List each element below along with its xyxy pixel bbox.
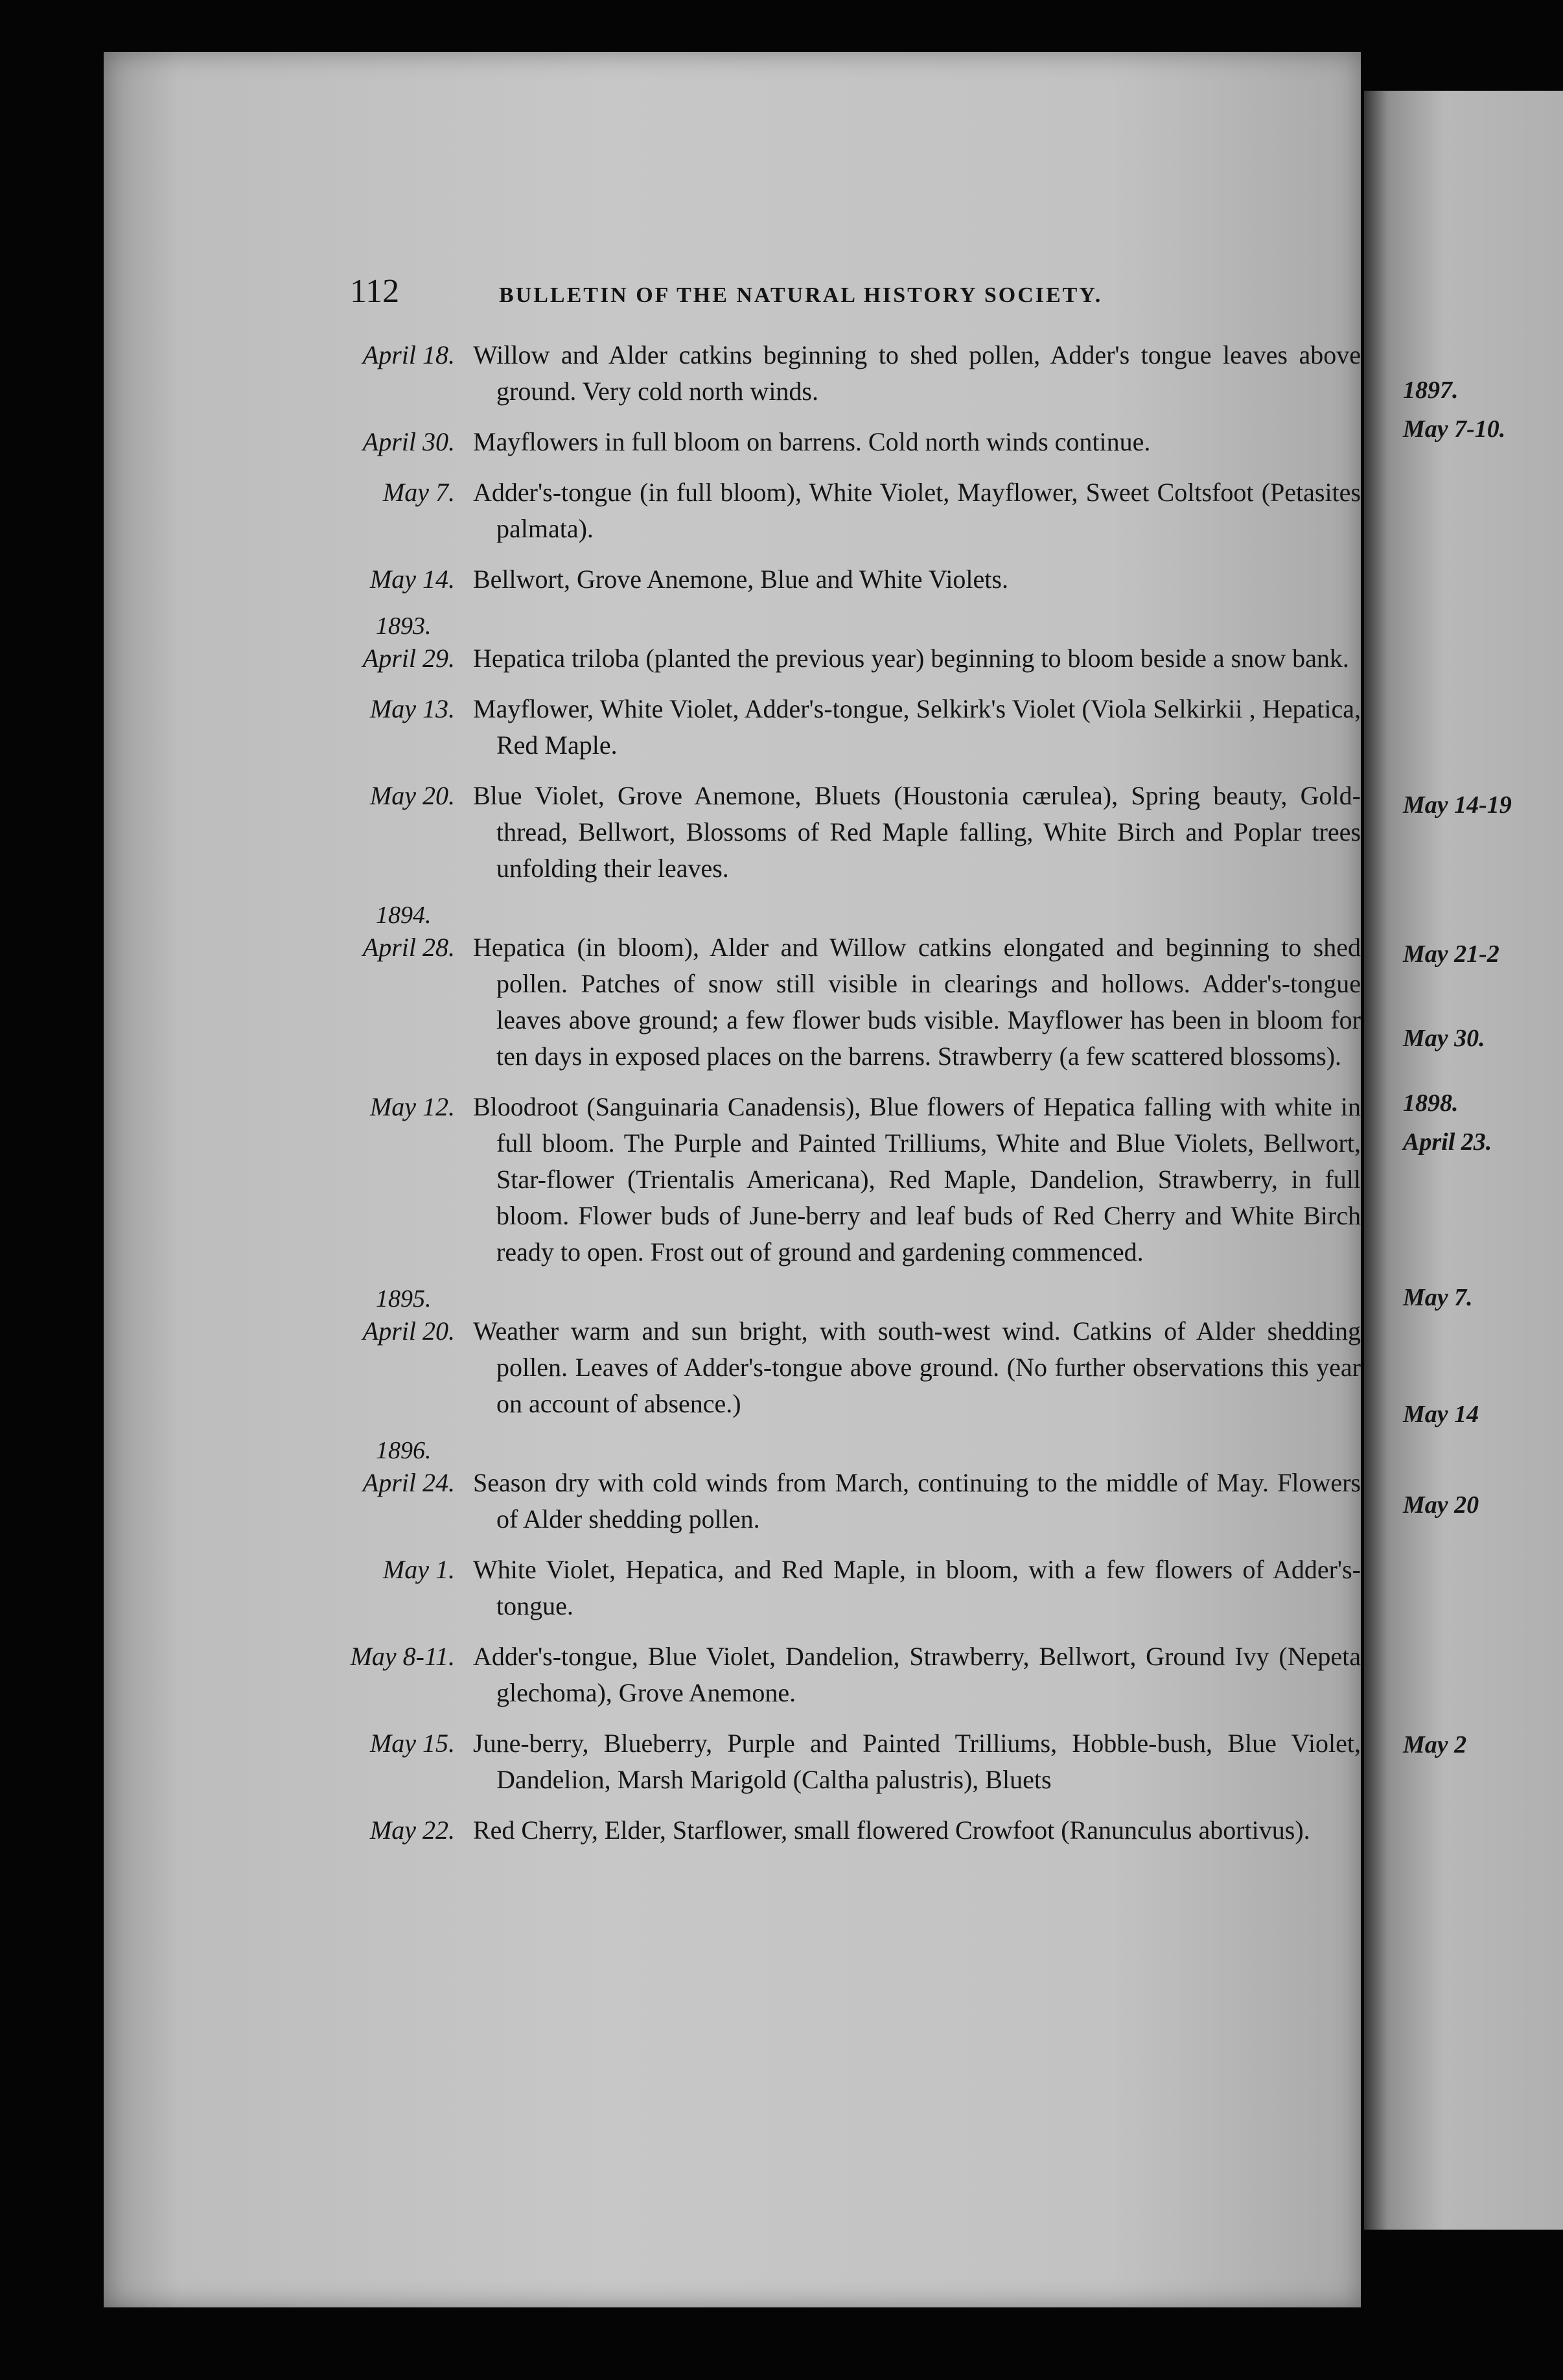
record-date: April 28. xyxy=(362,933,455,962)
record-entry xyxy=(324,1725,1361,1798)
record-entry xyxy=(324,1639,1361,1711)
record-text: Adder's-tongue, Blue Violet, Dandelion, Strawberry, Bellwort, Ground Ivy (Nepeta glechoma), Grove Anemone. xyxy=(473,1642,1361,1707)
adjacent-page-edge xyxy=(1364,91,1563,2230)
record-text: Blue Violet, Grove Anemone, Bluets (Houstonia cærulea), Spring beauty, Gold-thread, Bellwort, Blossoms of Red Maple falling, White Birch and Poplar trees unfolding their leaves. xyxy=(473,781,1361,883)
year-heading: 1894. xyxy=(376,902,432,929)
record-text: Weather warm and sun bright, with south-west wind. Catkins of Alder shedding pollen. Leaves of Adder's-tongue above ground. (No further observations this year on account of absence.) xyxy=(473,1316,1361,1418)
page-number: 112 xyxy=(350,273,400,310)
record-entry xyxy=(324,424,1361,460)
record-entry xyxy=(324,1313,1361,1422)
page-content xyxy=(324,272,1361,1863)
record-date: May 8-11. xyxy=(350,1642,455,1671)
adjacent-margin-note: May 2 xyxy=(1403,1731,1467,1758)
record-date: April 29. xyxy=(362,644,455,673)
record-date: April 24. xyxy=(362,1468,455,1497)
record-date: April 20. xyxy=(362,1316,455,1346)
record-entry xyxy=(324,778,1361,887)
record-text: Hepatica (in bloom), Alder and Willow catkins elongated and beginning to shed pollen. Patches of snow still visible in clearings and hollows. Adder's-tongue leaves above ground; a few flower buds visible. Mayflower has been in bloom for ten days in exposed places on the barrens. Strawberry (a few scattered blossoms). xyxy=(473,933,1361,1071)
record-date: April 30. xyxy=(362,427,455,456)
adjacent-margin-note: 1897. xyxy=(1403,377,1459,404)
record-entry xyxy=(324,1089,1361,1270)
record-text: Mayflowers in full bloom on barrens. Cold north winds continue. xyxy=(473,427,1151,456)
record-text: Season dry with cold winds from March, continuing to the middle of May. Flowers of Alder shedding pollen. xyxy=(473,1468,1361,1534)
record-entry xyxy=(324,561,1361,598)
year-heading: 1893. xyxy=(376,612,432,640)
adjacent-margin-note: May 7. xyxy=(1403,1284,1473,1311)
record-date: May 12. xyxy=(369,1092,455,1121)
record-date: May 1. xyxy=(382,1555,455,1584)
adjacent-margin-note: May 20 xyxy=(1403,1491,1479,1519)
record-text: Willow and Alder catkins beginning to shed pollen, Adder's tongue leaves above ground. Very cold north winds. xyxy=(473,340,1361,406)
record-text: Bloodroot (Sanguinaria Canadensis), Blue flowers of Hepatica falling with white in full bloom. The Purple and Painted Trilliums, White and Blue Violets, Bellwort, Star-flower (Trientalis Americana), Red Maple, Dandelion, Strawberry, in full bloom. Flower buds of June-berry and leaf buds of Red Cherry and White Birch ready to open. Frost out of ground and gardening commenced. xyxy=(473,1092,1361,1266)
record-entry xyxy=(324,691,1361,764)
adjacent-margin-note: May 7-10. xyxy=(1403,415,1506,443)
record-entry xyxy=(324,1552,1361,1624)
phenology-records xyxy=(324,337,1361,1849)
record-entry xyxy=(324,640,1361,677)
record-text: June-berry, Blueberry, Purple and Painted Trilliums, Hobble-bush, Blue Violet, Dandelion, Marsh Marigold (Caltha palustris), Bluets xyxy=(473,1729,1361,1794)
record-text: Hepatica triloba (planted the previous year) beginning to bloom beside a snow bank. xyxy=(473,644,1349,673)
record-date: May 7. xyxy=(382,478,455,507)
adjacent-margin-note: May 14 xyxy=(1403,1401,1479,1428)
record-entry xyxy=(324,474,1361,547)
adjacent-margin-note: May 21-2 xyxy=(1403,940,1499,968)
year-heading: 1896. xyxy=(376,1437,432,1464)
record-text: Adder's-tongue (in full bloom), White Violet, Mayflower, Sweet Coltsfoot (Petasites palmata). xyxy=(473,478,1361,543)
record-text: White Violet, Hepatica, and Red Maple, in bloom, with a few flowers of Adder's-tongue. xyxy=(473,1555,1361,1620)
year-heading: 1895. xyxy=(376,1285,432,1312)
adjacent-margin-note: April 23. xyxy=(1403,1128,1492,1156)
record-date: May 15. xyxy=(369,1729,455,1758)
record-text: Bellwort, Grove Anemone, Blue and White Violets. xyxy=(473,565,1008,594)
adjacent-margin-note: May 30. xyxy=(1403,1025,1485,1052)
page-header xyxy=(350,272,1361,318)
record-entry xyxy=(324,1465,1361,1537)
record-date: May 22. xyxy=(369,1815,455,1845)
adjacent-margin-note: 1898. xyxy=(1403,1090,1459,1117)
record-date: May 14. xyxy=(369,565,455,594)
record-entry xyxy=(324,337,1361,410)
running-head: BULLETIN OF THE NATURAL HISTORY SOCIETY. xyxy=(499,283,1103,307)
record-entry xyxy=(324,1812,1361,1849)
record-date: May 20. xyxy=(369,781,455,810)
adjacent-margin-note: May 14-19 xyxy=(1403,791,1512,819)
record-date: May 13. xyxy=(369,694,455,723)
record-text: Red Cherry, Elder, Starflower, small flowered Crowfoot (Ranunculus abortivus). xyxy=(473,1815,1310,1845)
record-text: Mayflower, White Violet, Adder's-tongue, Selkirk's Violet (Viola Selkirkii , Hepatica, Red Maple. xyxy=(473,694,1361,760)
record-entry xyxy=(324,929,1361,1075)
record-date: April 18. xyxy=(362,340,455,369)
